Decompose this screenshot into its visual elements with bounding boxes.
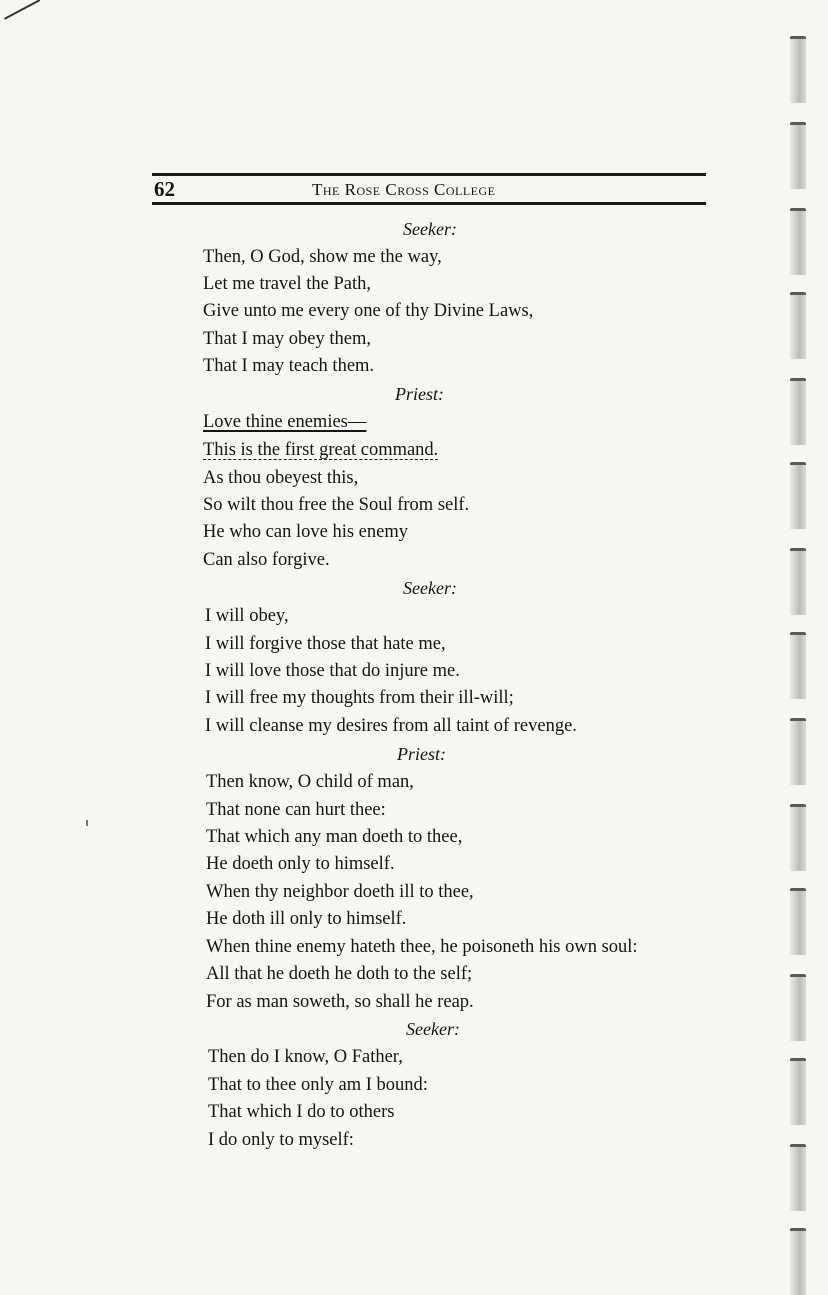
index-tab <box>790 804 806 871</box>
verse-line: When thy neighbor doeth ill to thee, <box>206 882 474 902</box>
verse-line: I do only to myself: <box>208 1130 354 1150</box>
verse-line: For as man soweth, so shall he reap. <box>206 992 474 1012</box>
index-tab <box>790 888 806 955</box>
speaker-label: Priest: <box>397 744 446 764</box>
verse-line: Then know, O child of man, <box>206 772 414 792</box>
verse-line: I will cleanse my desires from all taint of revenge. <box>205 716 577 736</box>
pen-mark <box>4 0 51 39</box>
verse-line: I will forgive those that hate me, <box>205 634 446 654</box>
verse-line: So wilt thou free the Soul from self. <box>203 495 470 515</box>
index-tab <box>790 122 806 189</box>
index-tab <box>790 36 806 103</box>
index-tabs <box>768 0 828 1285</box>
page-speck <box>86 820 88 826</box>
verse-line-underlined: This is the first great command. <box>203 440 439 460</box>
speaker-label: Seeker: <box>403 578 457 598</box>
verse-line: Can also forgive. <box>203 550 330 570</box>
verse-line: That which I do to others <box>208 1102 395 1122</box>
speaker-label: Seeker: <box>406 1019 460 1039</box>
index-tab <box>790 632 806 699</box>
verse-line: I will obey, <box>205 606 289 626</box>
verse-line: Let me travel the Path, <box>203 274 371 294</box>
verse-line: He who can love his enemy <box>203 522 408 542</box>
header-rule-top <box>152 173 706 176</box>
index-tab <box>790 462 806 529</box>
verse-line: That to thee only am I bound: <box>208 1075 428 1095</box>
verse-line: As thou obeyest this, <box>203 468 359 488</box>
page-number: 62 <box>154 177 175 201</box>
index-tab <box>790 378 806 445</box>
index-tab <box>790 718 806 785</box>
speaker-label: Seeker: <box>403 219 457 239</box>
verse-line: I will love those that do injure me. <box>205 661 460 681</box>
verse-line: When thine enemy hateth thee, he poisoneth his own soul: <box>206 937 638 957</box>
index-tab <box>790 974 806 1041</box>
index-tab <box>790 548 806 615</box>
index-tab <box>790 1058 806 1125</box>
verse-line: That I may teach them. <box>203 356 375 376</box>
verse-line: That I may obey them, <box>203 329 371 349</box>
verse-line: That which any man doeth to thee, <box>206 827 463 847</box>
verse-line: I will free my thoughts from their ill-will; <box>205 688 514 708</box>
index-tab <box>790 292 806 359</box>
verse-line: Then, O God, show me the way, <box>203 247 442 267</box>
verse-line: Give unto me every one of thy Divine Laws, <box>203 301 534 321</box>
verse-line: He doth ill only to himself. <box>206 909 407 929</box>
header-rule-bottom <box>152 202 706 205</box>
verse-line: He doeth only to himself. <box>206 854 395 874</box>
verse-line-underlined: Love thine enemies— <box>203 412 367 432</box>
running-title: The Rose Cross College <box>312 180 496 199</box>
verse-line: That none can hurt thee: <box>206 800 386 820</box>
verse-line: Then do I know, O Father, <box>208 1047 403 1067</box>
index-tab <box>790 1144 806 1211</box>
verse-line: All that he doeth he doth to the self; <box>206 964 473 984</box>
page-header <box>152 168 706 208</box>
speaker-label: Priest: <box>395 384 444 404</box>
index-tab <box>790 208 806 275</box>
